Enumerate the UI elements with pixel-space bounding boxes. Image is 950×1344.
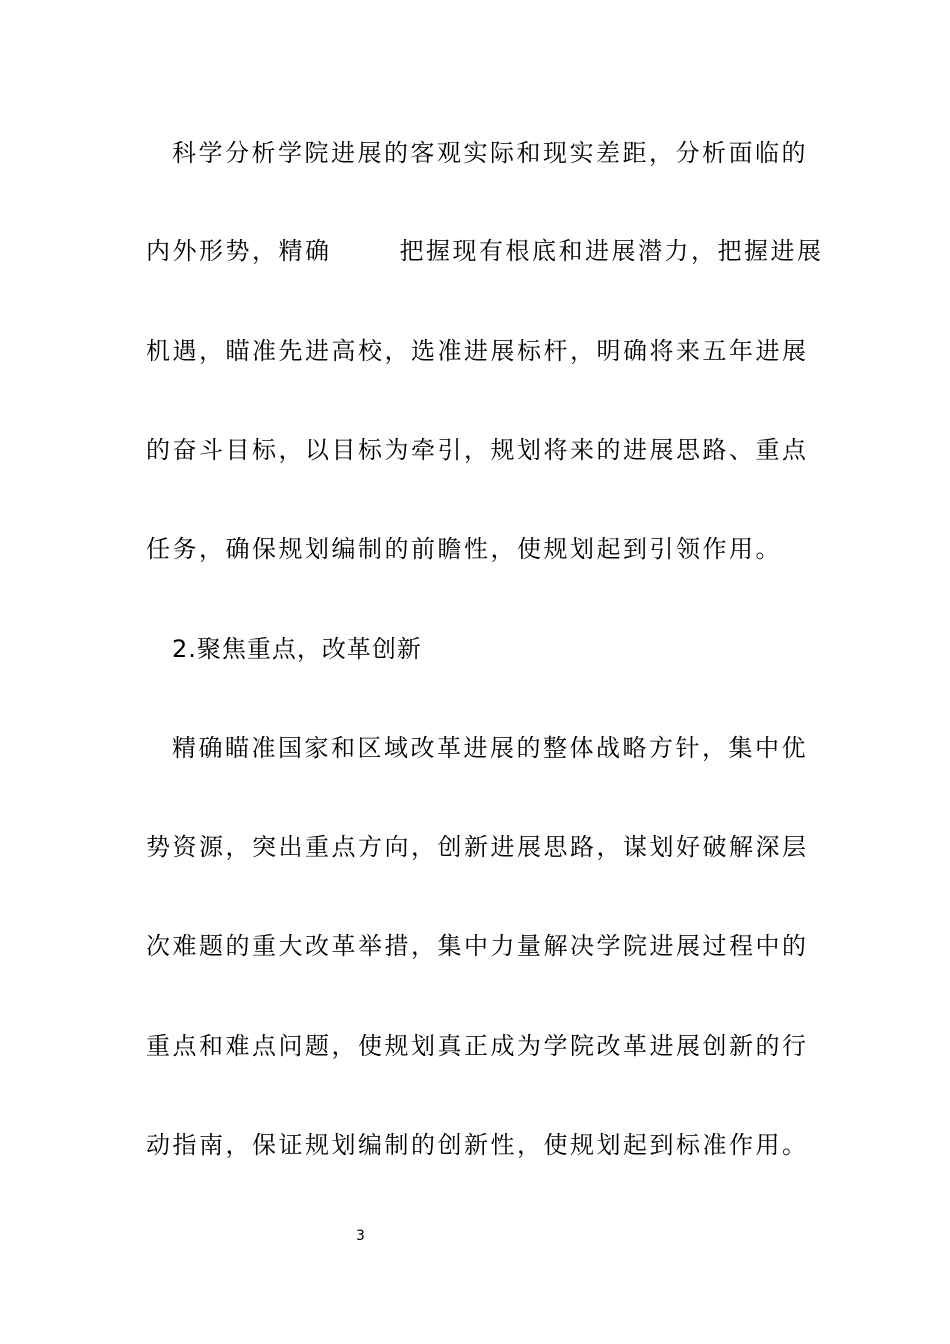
section-heading: 2.聚焦重点，改革创新 (172, 635, 422, 663)
paragraph-line-segment: 内外形势，精确 (146, 237, 332, 265)
paragraph-line: 精确瞄准国家和区域改革进展的整体战略方针，集中优 (172, 734, 808, 762)
paragraph-line: 动指南，保证规划编制的创新性，使规划起到标准作用。 (146, 1131, 809, 1159)
paragraph-line: 机遇，瞄准先进高校，选准进展标杆，明确将来五年进展 (146, 337, 809, 365)
paragraph-line: 势资源，突出重点方向，创新进展思路，谋划好破解深层 (146, 833, 809, 861)
paragraph-line (146, 236, 824, 266)
paragraph-line: 重点和难点问题，使规划真正成为学院改革进展创新的行 (146, 1032, 809, 1060)
page-number: 3 (356, 1228, 365, 1244)
paragraph-line-segment: 把握现有根底和进展潜力，把握进展 (399, 237, 824, 265)
paragraph-line: 次难题的重大改革举措，集中力量解决学院进展过程中的 (146, 932, 809, 960)
paragraph-line: 的奋斗目标，以目标为牵引，规划将来的进展思路、重点 (146, 436, 809, 464)
paragraph-line: 科学分析学院进展的客观实际和现实差距，分析面临的 (172, 139, 808, 167)
paragraph-line: 任务，确保规划编制的前瞻性，使规划起到引领作用。 (146, 535, 782, 563)
